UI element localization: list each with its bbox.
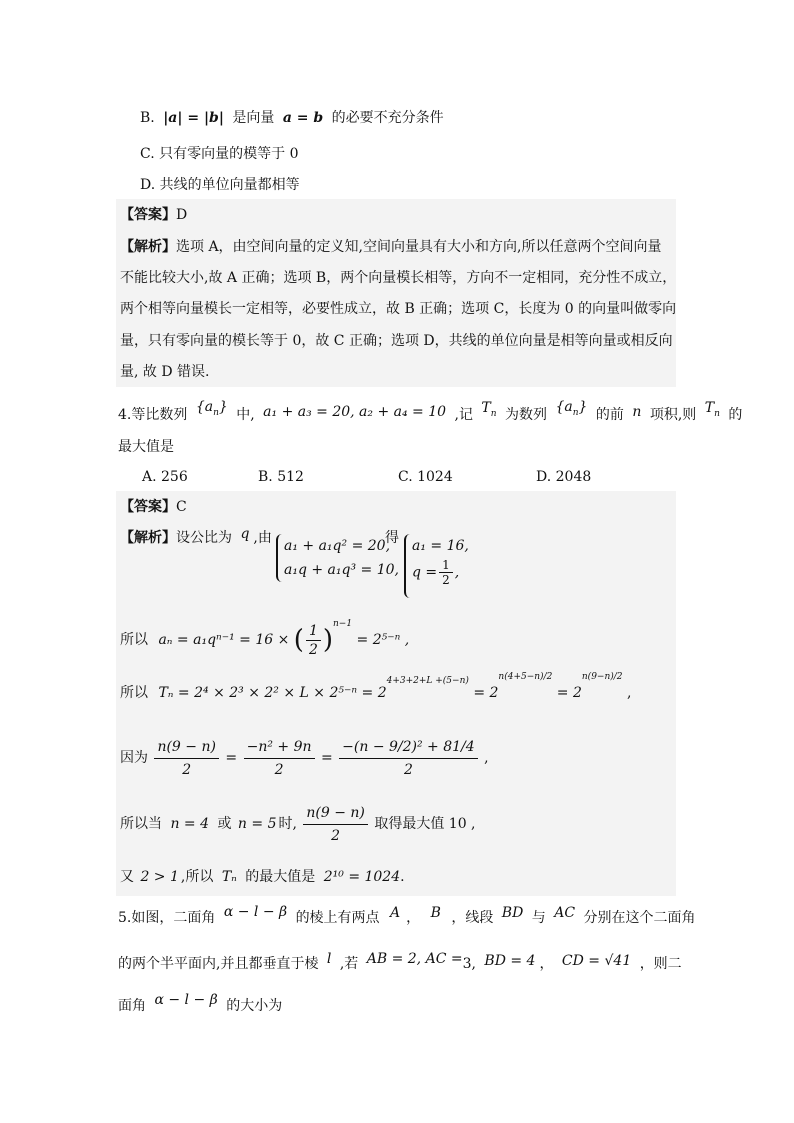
q4-condition: a₁ + a₃ = 20, a₂ + a₄ = 10 bbox=[263, 404, 447, 420]
analysis-because: 因为 $\frac{n(9 - n)}{2}$ = $\frac{\text{−n² + 9n}}{2}$ = $\frac{\text{−(n − 9/2)² + 81/4}}{2}$ , bbox=[120, 730, 489, 786]
q4-choice-a: A. 256 bbox=[142, 469, 188, 485]
equation-system-2: a₁ = 16, q = $\frac{1}{2}$ , bbox=[404, 534, 469, 598]
q3-analysis-line-4: 量，只有零向量的模长等于 0，故 C 正确；选项 D，共线的单位向量是相等向量或相反向 bbox=[120, 333, 673, 349]
de-label: 得 bbox=[385, 530, 399, 546]
analysis-tn-formula: 所以 $T_n = 2^4 \times 2^3 \times 2^2 \times L \times 2^{5-n} = 2^{4+3+2+L +(5-n)} = 2^{n(4+5-n)/2} = 2^{n(9-n)/2}$ , bbox=[120, 672, 632, 701]
math-Tn: $T_n$ bbox=[481, 400, 497, 419]
q3-analysis-line-2: 不能比较大小,故 A 正确；选项 B，两个向量模长相等，方向不一定相同，充分性不成立， bbox=[120, 270, 677, 286]
math-n: n bbox=[632, 404, 642, 420]
analysis-conclusion: 又 2 > 1 ,所以 Tₙ 的最大值是 2¹⁰ = 1024. bbox=[120, 869, 405, 885]
math-vector-equal: a = b bbox=[282, 110, 324, 126]
q4-choice-b: B. 512 bbox=[258, 469, 304, 485]
seq-an-2: $\{a_n\}$ bbox=[555, 399, 588, 418]
q3-answer: 【答案】D bbox=[120, 207, 188, 223]
q5-line-3: 面角 α − l − β 的大小为 bbox=[118, 992, 283, 1014]
q4-choice-c: C. 1024 bbox=[398, 469, 453, 485]
q4-stem-line-2: 最大值是 bbox=[118, 439, 174, 455]
option-d: D. 共线的单位向量都相等 bbox=[140, 177, 300, 193]
math-Tn-2: $T_n$ bbox=[704, 400, 720, 419]
equation-system-1: a₁ + a₁q² = 20, a₁q + a₁q³ = 10, bbox=[276, 534, 399, 582]
q4-stem-line-1: 4.等比数列 $\{a_n\}$ 中, a₁ + a₃ = 20, a₂ + a₄ = 10 ,记 $T_n$ 为数列 $\{a_n\}$ 的前 n 项积,则 $T_n$ 的 bbox=[118, 399, 743, 423]
q3-answer-block bbox=[116, 199, 676, 387]
q5-line-2: 的两个半平面内,并且都垂直于棱 l ,若 AB = 2, AC =3, BD = 4 ， CD = √41 ，则二 bbox=[118, 951, 682, 972]
analysis-when: 所以当 n = 4 或 n = 5 时, $\frac{n(9 - n)}{2}$ 取得最大值 10 , bbox=[120, 800, 476, 848]
q4-answer: 【答案】C bbox=[120, 499, 187, 515]
q3-analysis-line-1: 【解析】选项 A，由空间向量的定义知,空间向量具有大小和方向,所以任意两个空间向量 bbox=[120, 239, 662, 255]
analysis-an-formula: 所以 aₙ = a₁qⁿ⁻¹ = 16 × ( $\frac{1}{2}$ )$^{n-1}$ = 2⁵⁻ⁿ , bbox=[120, 619, 410, 658]
q3-analysis-line-5: 量, 故 D 错误. bbox=[120, 364, 210, 380]
q4-choice-d: D. 2048 bbox=[536, 469, 592, 485]
seq-an: $\{a_n\}$ bbox=[195, 399, 228, 418]
q5-line-1: 5.如图，二面角 α − l − β 的棱上有两点 A ， B ，线段 BD 与 AC 分别在这个二面角 bbox=[118, 904, 696, 926]
option-b: B. |a| = |b| 是向量 a = b 的必要不充分条件 bbox=[140, 110, 444, 126]
math-abs-equal: |a| = |b| bbox=[163, 110, 224, 126]
option-c: C. 只有零向量的模等于 0 bbox=[140, 146, 299, 162]
q3-analysis-line-3: 两个相等向量模长一定相等，必要性成立，故 B 正确；选项 C，长度为 0 的向量叫做零向 bbox=[120, 301, 677, 317]
q4-analysis-intro: 【解析】设公比为 q ,由 bbox=[120, 526, 272, 546]
